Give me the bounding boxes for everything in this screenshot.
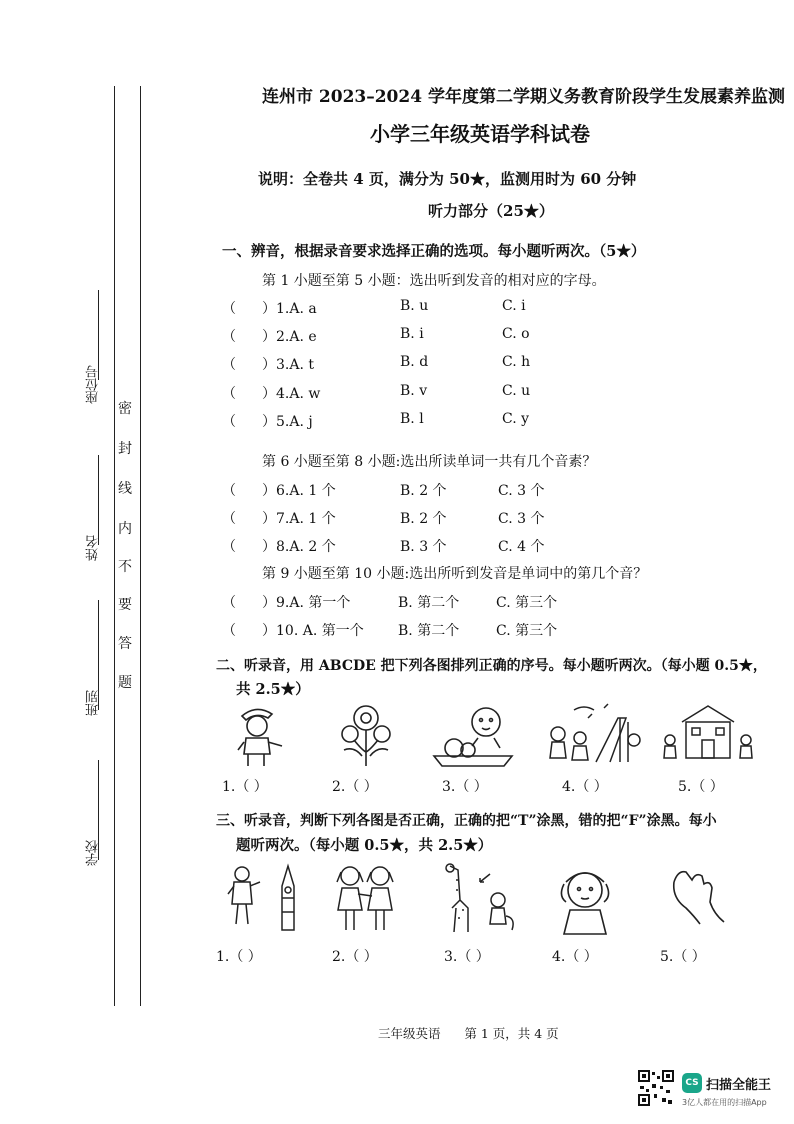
option-b: B. v — [400, 383, 428, 399]
answer-paren: （ — [222, 483, 236, 499]
option-c: C. y — [502, 411, 530, 427]
option-b: B. i — [400, 326, 424, 342]
section3-answer[interactable]: 2.（ ） — [332, 949, 378, 965]
option-a: ）8.A. 2 个 — [262, 539, 336, 555]
school-label: 学校 — [86, 840, 101, 866]
option-a: ）3.A. t — [262, 357, 314, 373]
option-a: ）4.A. w — [262, 386, 321, 402]
option-b: B. 2 个 — [400, 483, 447, 499]
option-a: ）5.A. j — [262, 414, 313, 430]
option-c: C. 第三个 — [496, 595, 558, 611]
section3-answer[interactable]: 1.（ ） — [216, 949, 262, 965]
exam-subtitle: 小学三年级英语学科试卷 — [370, 122, 590, 146]
boy-with-cap-icon — [228, 702, 288, 768]
camscanner-tagline: 3亿人都在用的扫描App — [682, 1098, 767, 1107]
page-footer: 三年级英语 第 1 页，共 4 页 — [378, 1026, 559, 1041]
section1-group2-instruction: 第 6 小题至第 8 小题:选出所读单词一共有几个音素？ — [262, 454, 597, 470]
seal-char: 要 — [118, 597, 132, 613]
waving-hand-icon — [664, 862, 728, 928]
seal-char: 密 — [118, 401, 132, 417]
section3-title-line1: 三、听录音，判断下列各图是否正确，正确的把“T”涂黑，错的把“F”涂黑。每小 — [216, 813, 717, 829]
seal-char: 不 — [118, 559, 132, 575]
exam-instructions: 说明：全卷共 4 页，满分为 50★，监测用时为 60 分钟 — [258, 170, 637, 188]
child-eating-icon — [430, 702, 516, 768]
camscanner-brand: 扫描全能王 — [706, 1078, 772, 1093]
answer-paren: （ — [222, 386, 236, 402]
option-b: B. 2 个 — [400, 511, 447, 527]
answer-paren: （ — [222, 357, 236, 373]
listening-part-label: 听力部分（25★） — [428, 202, 554, 220]
answer-paren: （ — [222, 511, 236, 527]
school-building-icon — [662, 700, 754, 762]
binding-line-inner — [140, 86, 141, 1006]
two-girls-icon — [332, 862, 400, 934]
camscanner-logo: CS — [682, 1073, 702, 1093]
section3-answer[interactable]: 4.（ ） — [552, 949, 598, 965]
option-a: ）6.A. 1 个 — [262, 483, 336, 499]
option-b: B. u — [400, 298, 429, 314]
option-a: ）10. A. 第一个 — [262, 623, 364, 639]
option-a: ）9.A. 第一个 — [262, 595, 351, 611]
option-c: C. h — [502, 354, 531, 370]
option-b: B. d — [400, 354, 429, 370]
class-label: 班别 — [86, 690, 101, 716]
option-c: C. o — [502, 326, 530, 342]
section2-answer[interactable]: 1.（ ） — [222, 779, 268, 795]
answer-paren: （ — [222, 329, 236, 345]
section2-answer[interactable]: 5.（ ） — [678, 779, 724, 795]
answer-paren: （ — [222, 414, 236, 430]
option-c: C. u — [502, 383, 531, 399]
option-c: C. i — [502, 298, 526, 314]
answer-paren: （ — [222, 539, 236, 555]
seal-char: 答 — [118, 636, 132, 652]
seat-number-label: 座位号 — [86, 365, 101, 404]
giraffe-monkey-icon — [436, 860, 520, 936]
option-a: ）7.A. 1 个 — [262, 511, 336, 527]
boy-tower-icon — [226, 862, 306, 932]
name-label: 姓名 — [86, 535, 101, 561]
option-c: C. 第三个 — [496, 623, 558, 639]
section3-answer[interactable]: 3.（ ） — [444, 949, 490, 965]
option-b: B. 3 个 — [400, 539, 447, 555]
exam-title: 连州市 2023–2024 学年度第二学期义务教育阶段学生发展素养监测 — [262, 87, 785, 107]
option-c: C. 3 个 — [498, 511, 545, 527]
option-c: C. 4 个 — [498, 539, 545, 555]
answer-paren: （ — [222, 301, 236, 317]
option-b: B. 第二个 — [398, 595, 460, 611]
girl-covering-ears-icon — [550, 862, 620, 936]
section2-title-line1: 二、听录音，用 ABCDE 把下列各图排列正确的序号。每小题听两次。（每小题 0.5★， — [216, 658, 767, 674]
option-a: ）1.A. a — [262, 301, 317, 317]
section3-answer[interactable]: 5.（ ） — [660, 949, 706, 965]
option-c: C. 3 个 — [498, 483, 545, 499]
name-blank[interactable] — [98, 455, 100, 545]
answer-paren: （ — [222, 595, 236, 611]
section3-title-line2: 题听两次。（每小题 0.5★，共 2.5★） — [236, 837, 493, 854]
qr-code-icon — [638, 1070, 674, 1106]
section1-title: 一、辨音，根据录音要求选择正确的选项。每小题听两次。（5★） — [222, 243, 646, 260]
flowers-icon — [334, 700, 398, 770]
seal-char: 内 — [118, 521, 132, 537]
seal-char: 题 — [118, 675, 132, 691]
section1-group3-instruction: 第 9 小题至第 10 小题:选出所听到发音是单词中的第几个音？ — [262, 566, 648, 582]
section2-answer[interactable]: 4.（ ） — [562, 779, 608, 795]
seal-char: 线 — [118, 481, 132, 497]
section1-group1-instruction: 第 1 小题至第 5 小题：选出听到发音的相对应的字母。 — [262, 273, 606, 289]
section2-answer[interactable]: 3.（ ） — [442, 779, 488, 795]
option-b: B. 第二个 — [398, 623, 460, 639]
kids-slide-icon — [544, 700, 644, 770]
section2-answer[interactable]: 2.（ ） — [332, 779, 378, 795]
option-a: ）2.A. e — [262, 329, 317, 345]
seal-char: 封 — [118, 441, 132, 457]
binding-line-outer — [114, 86, 115, 1006]
section2-title-line2: 共 2.5★） — [236, 681, 310, 698]
option-b: B. l — [400, 411, 424, 427]
answer-paren: （ — [222, 623, 236, 639]
